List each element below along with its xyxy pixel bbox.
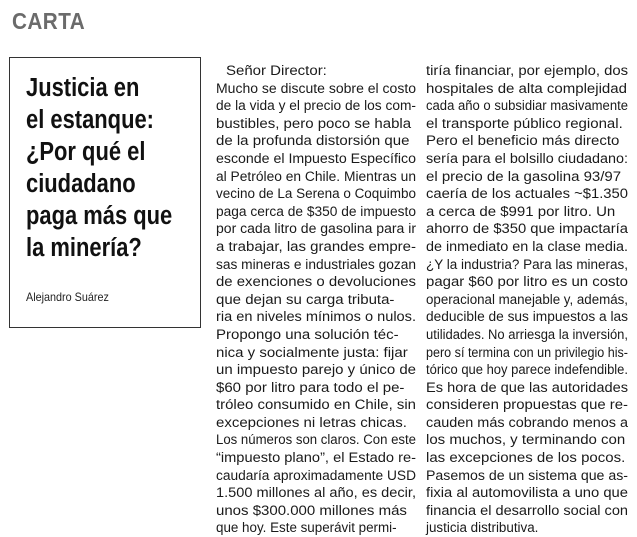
article-line (216, 379, 416, 397)
article-line (216, 273, 416, 291)
article-line-text: fixia al automovilista a uno que (426, 485, 628, 501)
article-line (426, 449, 628, 467)
article-line-text: caería de los actuales ~$1.350 (426, 186, 628, 202)
article-line-text: de inmediato en la clase media. (426, 238, 628, 254)
article-line (216, 396, 416, 414)
article-line (426, 80, 628, 98)
article-line-text: esconde el Impuesto Específico (216, 150, 416, 166)
article-line-text: financia el desarrollo social con (426, 502, 628, 518)
article-line (216, 502, 416, 520)
article-line (216, 150, 416, 168)
article-line (216, 220, 416, 238)
article-line (216, 308, 416, 326)
article-line (426, 220, 628, 238)
article-line-text: justicia distributiva. (426, 520, 539, 536)
article-line-text: Mucho se discute sobre el costo (216, 80, 416, 96)
article-line (426, 326, 628, 344)
article-line-text: Es hora de que las autoridades (426, 379, 628, 395)
article-line (216, 326, 416, 344)
article-line-text: Los números son claros. Con este (216, 432, 416, 448)
article-line (426, 308, 628, 326)
article-line (426, 150, 628, 168)
article-line-text: de la profunda distorsión que (216, 133, 410, 149)
article-line-text: de la vida y el precio de los com- (216, 98, 416, 114)
article-line-text: sas mineras e industriales gozan (216, 256, 416, 272)
article-line-text: tróleo consumido en Chile, sin (216, 397, 416, 413)
article-line (426, 484, 628, 502)
article-line (216, 238, 416, 256)
article-line-text: bustibles, pero poco se habla (216, 115, 412, 131)
article-line-text: Pasemos de un sistema que as- (426, 467, 628, 483)
article-line-text: paga cerca de $350 de impuesto (216, 203, 416, 219)
article-line (216, 80, 416, 98)
article-line-text: que hoy. Este superávit permi- (216, 520, 397, 536)
byline: Alejandro Suárez (26, 290, 109, 304)
article-line (426, 502, 628, 520)
article-line (426, 291, 628, 309)
article-line (216, 62, 416, 80)
article-line-text: pagar $60 por litro es un costo (426, 274, 628, 290)
article-line-text: de exenciones o devoluciones (216, 274, 416, 290)
article-line-text: Señor Director: (226, 63, 327, 78)
article-line (216, 431, 416, 449)
article-line-text: 1.500 millones al año, es decir, (216, 485, 416, 501)
article-line (426, 168, 628, 186)
article-line (216, 203, 416, 221)
article-line (216, 414, 416, 432)
article-line-text: operacional manejable y, además, (426, 291, 628, 307)
headline (26, 72, 198, 264)
article-line (426, 519, 628, 537)
article-column-2 (426, 62, 628, 537)
article-line (216, 256, 416, 274)
article-line-text: pero sí termina con un privilegio his- (426, 344, 628, 360)
article-line (216, 519, 416, 537)
article-line (216, 132, 416, 150)
article-line-text: al Petróleo en Chile. Mientras un (216, 168, 416, 184)
article-line (426, 132, 628, 150)
headline-line: Justicia en (26, 74, 140, 102)
article-line-text: caudaría aproximadamente USD (216, 467, 416, 483)
article-line-text: cauden más cobrando menos a (426, 414, 628, 430)
article-line-text: unos $300.000 millones más (216, 502, 407, 518)
article-line-text: por cada litro de gasolina para ir (216, 221, 416, 237)
article-line-text: ahorro de $350 que impactaría (426, 221, 628, 237)
article-line-text: las excepciones de los pocos. (426, 450, 626, 466)
headline-line: el estanque: (26, 106, 154, 134)
article-line (216, 115, 416, 133)
article-line (426, 115, 628, 133)
article-line-text: ¿Y la industria? Para las mineras, (426, 256, 628, 272)
article-line (426, 467, 628, 485)
article-line-text: tórico que hoy parece indefendible. (426, 362, 628, 378)
article-line (216, 344, 416, 362)
article-line (426, 185, 628, 203)
article-line-text: un impuesto parejo y único de (216, 362, 416, 378)
article-line (216, 484, 416, 502)
headline-line: ciudadano (26, 170, 136, 198)
article-line-text: $60 por litro para todo el pe- (216, 379, 405, 395)
article-line (216, 449, 416, 467)
article-line (216, 168, 416, 186)
article-line (216, 97, 416, 115)
article-line (426, 273, 628, 291)
article-line (216, 467, 416, 485)
article-line (426, 361, 628, 379)
article-line-text: que dejan su carga tributa- (216, 291, 395, 307)
article-line-text: utilidades. No arriesga la inversión, (426, 326, 628, 342)
article-line-text: hospitales de alta complejidad (426, 80, 627, 96)
article-line (426, 431, 628, 449)
article-line-text: excepciones ni letras chicas. (216, 414, 407, 430)
headline-line: ¿Por qué el (26, 138, 146, 166)
article-line (426, 203, 628, 221)
article-line-text: el precio de la gasolina 93/97 (426, 168, 622, 184)
headline-line: la minería? (26, 234, 142, 262)
article-line-text: el transporte público regional. (426, 115, 623, 131)
article-line (216, 361, 416, 379)
article-line-text: tiría financiar, por ejemplo, dos (426, 63, 628, 78)
headline-line: paga más que (26, 202, 173, 230)
article-line-text: cada año o subsidiar masivamente (426, 98, 628, 114)
article-line (426, 62, 628, 80)
article-line (426, 344, 628, 362)
article-line (216, 291, 416, 309)
article-line-text: Propongo una solución téc- (216, 326, 399, 342)
article-line-text: vecino de La Serena o Coquimbo (216, 186, 416, 202)
article-line-text: nica y socialmente justa: fijar (216, 344, 408, 360)
headline-box (9, 57, 201, 328)
article-line (426, 238, 628, 256)
article-line (426, 414, 628, 432)
article-line-text: deducible de sus impuestos a las (426, 309, 628, 325)
article-line-text: consideren propuestas que re- (426, 397, 628, 413)
article-line (216, 185, 416, 203)
article-line (426, 379, 628, 397)
article-column-1 (216, 62, 416, 537)
article-line (426, 97, 628, 115)
article-line (426, 256, 628, 274)
article-line-text: sería para el bolsillo ciudadano: (426, 150, 628, 166)
article-line (426, 396, 628, 414)
article-line-text: “impuesto plano”, el Estado re- (216, 450, 416, 466)
article-line-text: los muchos, y terminando con (426, 432, 626, 448)
article-line-text: a trabajar, las grandes empre- (216, 238, 416, 254)
article-line-text: ria en niveles mínimos o nulos. (216, 309, 416, 325)
article-line-text: Pero el beneficio más directo (426, 133, 620, 149)
section-label: CARTA (12, 8, 86, 34)
article-line-text: a cerca de $991 por litro. Un (426, 203, 616, 219)
